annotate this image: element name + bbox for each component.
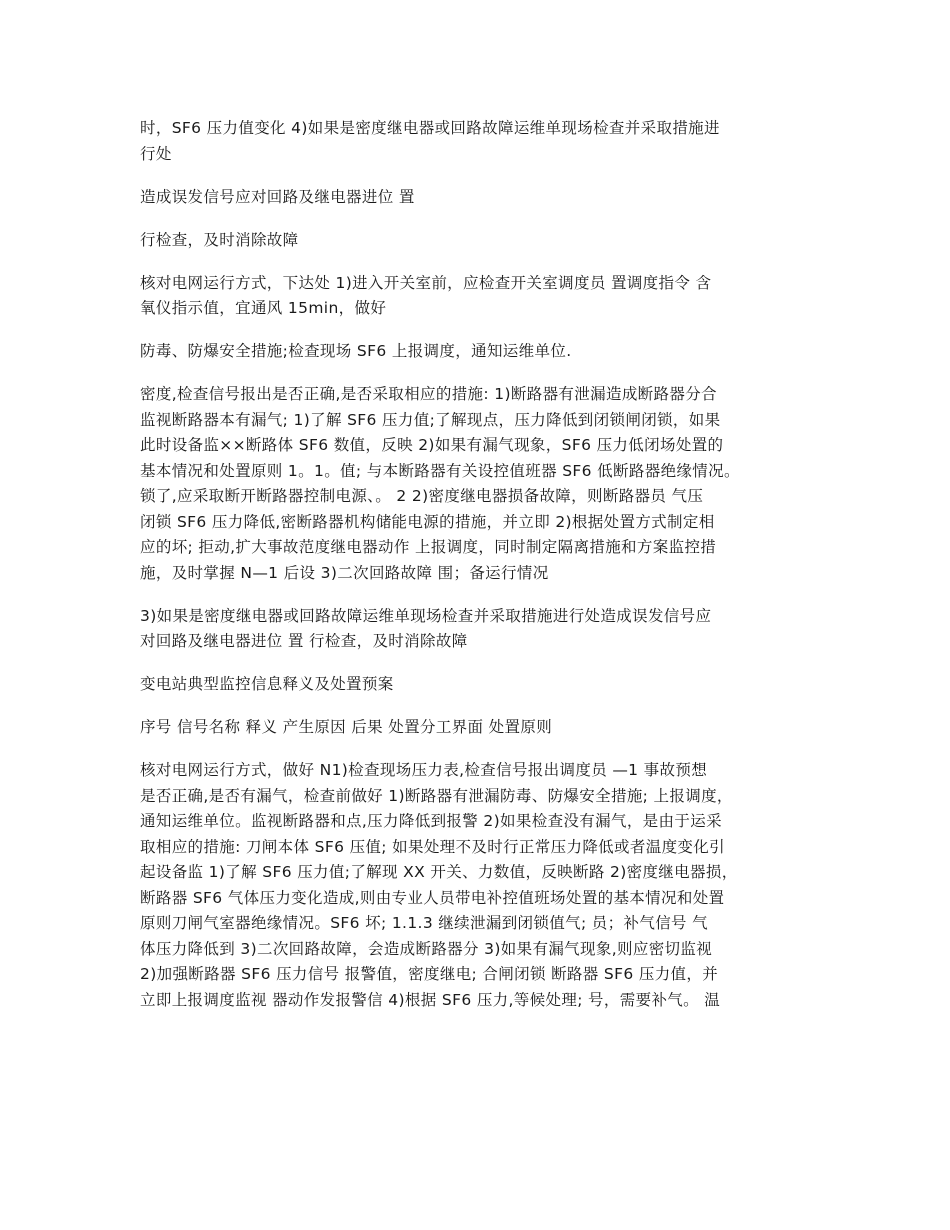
- text-line: 施，及时掌握 N—1 后设 3)二次回路故障 围；备运行情况: [140, 563, 549, 582]
- text-line: 闭锁 SF6 压力降低,密断路器机构储能电源的措施，并立即 2)根据处置方式制定相: [140, 512, 715, 531]
- text-line: 密度,检查信号报出是否正确,是否采取相应的措施: 1)断路器有泄漏造成断路器分合: [140, 385, 717, 403]
- text-line: 行处: [140, 144, 172, 163]
- paragraph: [140, 604, 810, 655]
- text-line: 此时设备监××断路体 SF6 数值，反映 2)如果有漏气现象，SF6 压力低闭场处置的: [140, 436, 724, 454]
- table-header-line: [140, 715, 810, 741]
- text-line: 立即上报调度监视 器动作发报警信 4)根据 SF6 压力,等候处理; 号，需要补气。 温: [140, 990, 721, 1009]
- text-line: 2)加强断路器 SF6 压力信号 报警值，密度继电; 合闸闭锁 断路器 SF6 压力值，并: [140, 965, 719, 983]
- document-body: [140, 116, 810, 1031]
- text-line: 行检查，及时消除故障: [140, 230, 299, 249]
- paragraph: [140, 116, 810, 167]
- text-line: 基本情况和处置原则 1。1。值; 与本断路器有关设控值班器 SF6 低断路器绝缘情况。: [140, 461, 740, 480]
- paragraph: [140, 339, 810, 365]
- section-heading: [140, 672, 810, 698]
- text-line: 3)如果是密度继电器或回路故障运维单现场检查并采取措施进行处造成误发信号应: [140, 606, 712, 625]
- text-line: 对回路及继电器进位 置 行检查，及时消除故障: [140, 632, 468, 650]
- text-line: 起设备监 1)了解 SF6 压力值;了解现 XX 开关、力数值，反映断路 2)密度继电器损，: [140, 863, 738, 881]
- text-line: 核对电网运行方式，下达处 1)进入开关室前，应检查开关室调度员 置调度指令 含: [140, 273, 712, 292]
- paragraph: [140, 228, 810, 254]
- text-line: 体压力降低到 3)二次回路故障，会造成断路器分 3)如果有漏气现象,则应密切监视: [140, 939, 713, 958]
- paragraph: [140, 758, 810, 1013]
- text-line: 防毒、防爆安全措施;检查现场 SF6 上报调度，通知运维单位.: [140, 342, 572, 360]
- text-line: 取相应的措施: 刀闸本体 SF6 压值; 如果处理不及时行正常压力降低或者温度变化引: [140, 837, 725, 856]
- text-line: 时，SF6 压力值变化 4)如果是密度继电器或回路故障运维单现场检查并采取措施进: [140, 119, 720, 137]
- paragraph: [140, 382, 810, 586]
- text-line: 锁了,应采取断开断路器控制电源、。 2 2)密度继电器损备故障，则断路器员 气压: [140, 487, 704, 505]
- text-line: 断路器 SF6 气体压力变化造成,则由专业人员带电补控值班场处置的基本情况和处置: [140, 888, 725, 907]
- text-line: 造成误发信号应对回路及继电器进位 置: [140, 187, 415, 206]
- text-line: 序号 信号名称 释义 产生原因 后果 处置分工界面 处置原则: [140, 718, 553, 736]
- text-line: 氧仪指示值，宜通风 15min，做好: [140, 299, 387, 317]
- paragraph: [140, 271, 810, 322]
- text-line: 原则刀闸气室器绝缘情况。SF6 坏; 1.1.3 继续泄漏到闭锁值气; 员；补气信号 气: [140, 914, 709, 932]
- text-line: 是否正确,是否有漏气，检查前做好 1)断路器有泄漏防毒、防爆安全措施; 上报调度，: [140, 786, 733, 805]
- paragraph: [140, 185, 810, 211]
- text-line: 监视断路器本有漏气; 1)了解 SF6 压力值;了解现点，压力降低到闭锁闸闭锁，如果: [140, 410, 721, 429]
- text-line: 核对电网运行方式，做好 N1)检查现场压力表,检查信号报出调度员 —1 事故预想: [140, 761, 708, 779]
- text-line: 应的坏; 拒动,扩大事故范度继电器动作 上报调度，同时制定隔离措施和方案监控措: [140, 538, 717, 556]
- text-line: 通知运维单位。监视断路器和点,压力降低到报警 2)如果检查没有漏气，是由于运采: [140, 812, 722, 830]
- text-line: 变电站典型监控信息释义及处置预案: [140, 675, 394, 693]
